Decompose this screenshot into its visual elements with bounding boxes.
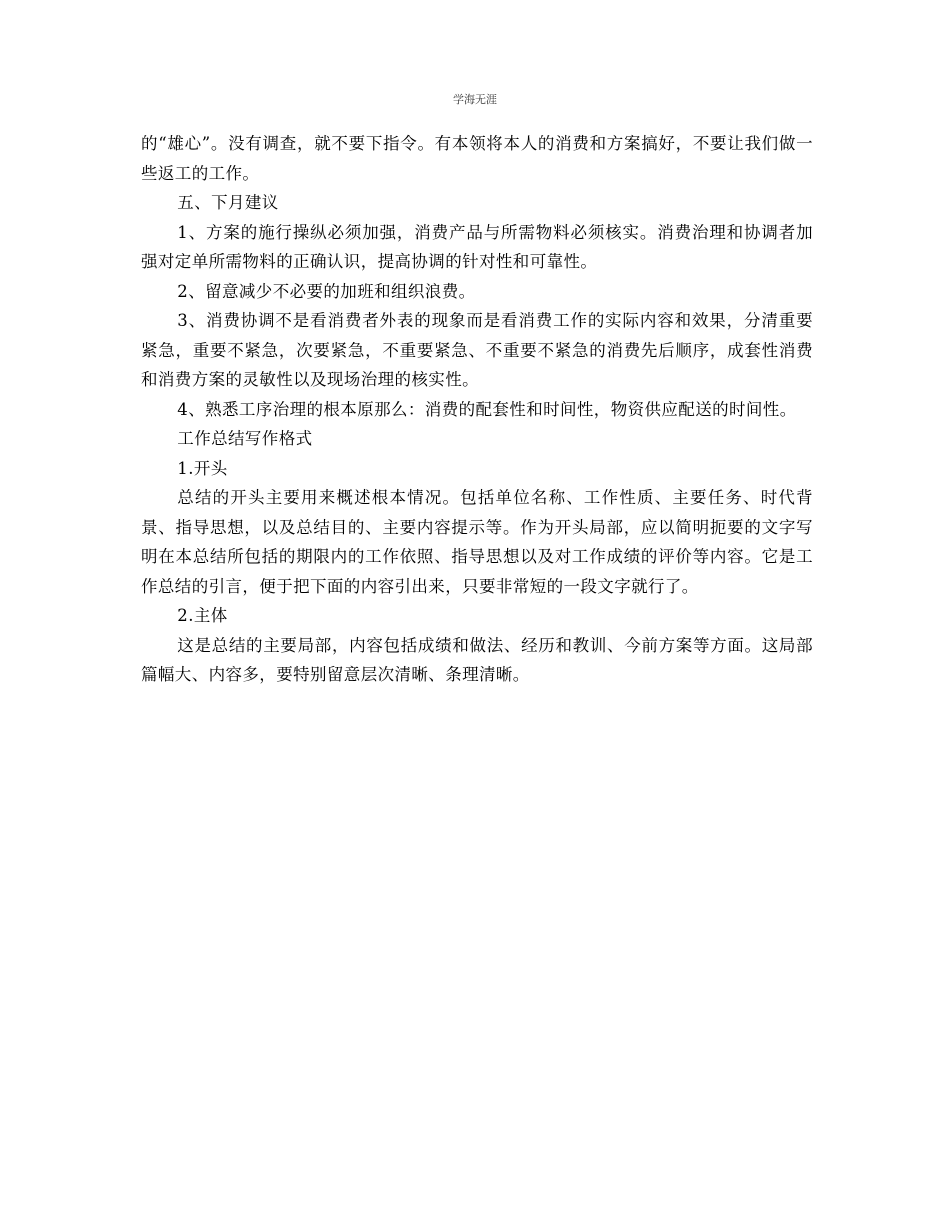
section-heading-writing-format: 工作总结写作格式 <box>177 429 313 448</box>
subheading-body: 2.主体 <box>177 606 228 625</box>
paragraph-suggestion-2: 2、留意减少不必要的加班和组织浪费。 <box>177 281 476 301</box>
subheading-opening: 1.开头 <box>177 458 228 478</box>
page-header: 学海无涯 <box>453 93 497 106</box>
paragraph-suggestion-3: 3、消费协调不是看消费者外表的现象而是看消费工作的实际内容和效果，分清重要紧急，重要不紧急，次要紧急，不重要紧急、不重要不紧急的消费先后顺序，成套性消费和消费方案的灵敏性以及现场治理的核实性。 <box>141 311 813 389</box>
paragraph-continuation: 的“雄心”。没有调查，就不要下指令。有本领将本人的消费和方案搞好，不要让我们做一些返工的工作。 <box>141 134 813 183</box>
section-heading-next-month-suggestions: 五、下月建议 <box>177 193 279 212</box>
document-body <box>141 129 813 690</box>
paragraph-suggestion-4: 4、熟悉工序治理的根本原那么：消费的配套性和时间性，物资供应配送的时间性。 <box>177 399 797 419</box>
paragraph-opening: 总结的开头主要用来概述根本情况。包括单位名称、工作性质、主要任务、时代背景、指导思想，以及总结目的、主要内容提示等。作为开头局部，应以简明扼要的文字写明在本总结所包括的期限内的工作依照、指导思想以及对工作成绩的评价等内容。它是工作总结的引言，便于把下面的内容引出来，只要非常短的一段文字就行了。 <box>141 488 813 596</box>
paragraph-suggestion-1: 1、方案的施行操纵必须加强，消费产品与所需物料必须核实。消费治理和协调者加强对定单所需物料的正确认识，提高协调的针对性和可靠性。 <box>141 222 813 271</box>
paragraph-body: 这是总结的主要局部，内容包括成绩和做法、经历和教训、今前方案等方面。这局部篇幅大、内容多，要特别留意层次清晰、条理清晰。 <box>141 635 813 684</box>
